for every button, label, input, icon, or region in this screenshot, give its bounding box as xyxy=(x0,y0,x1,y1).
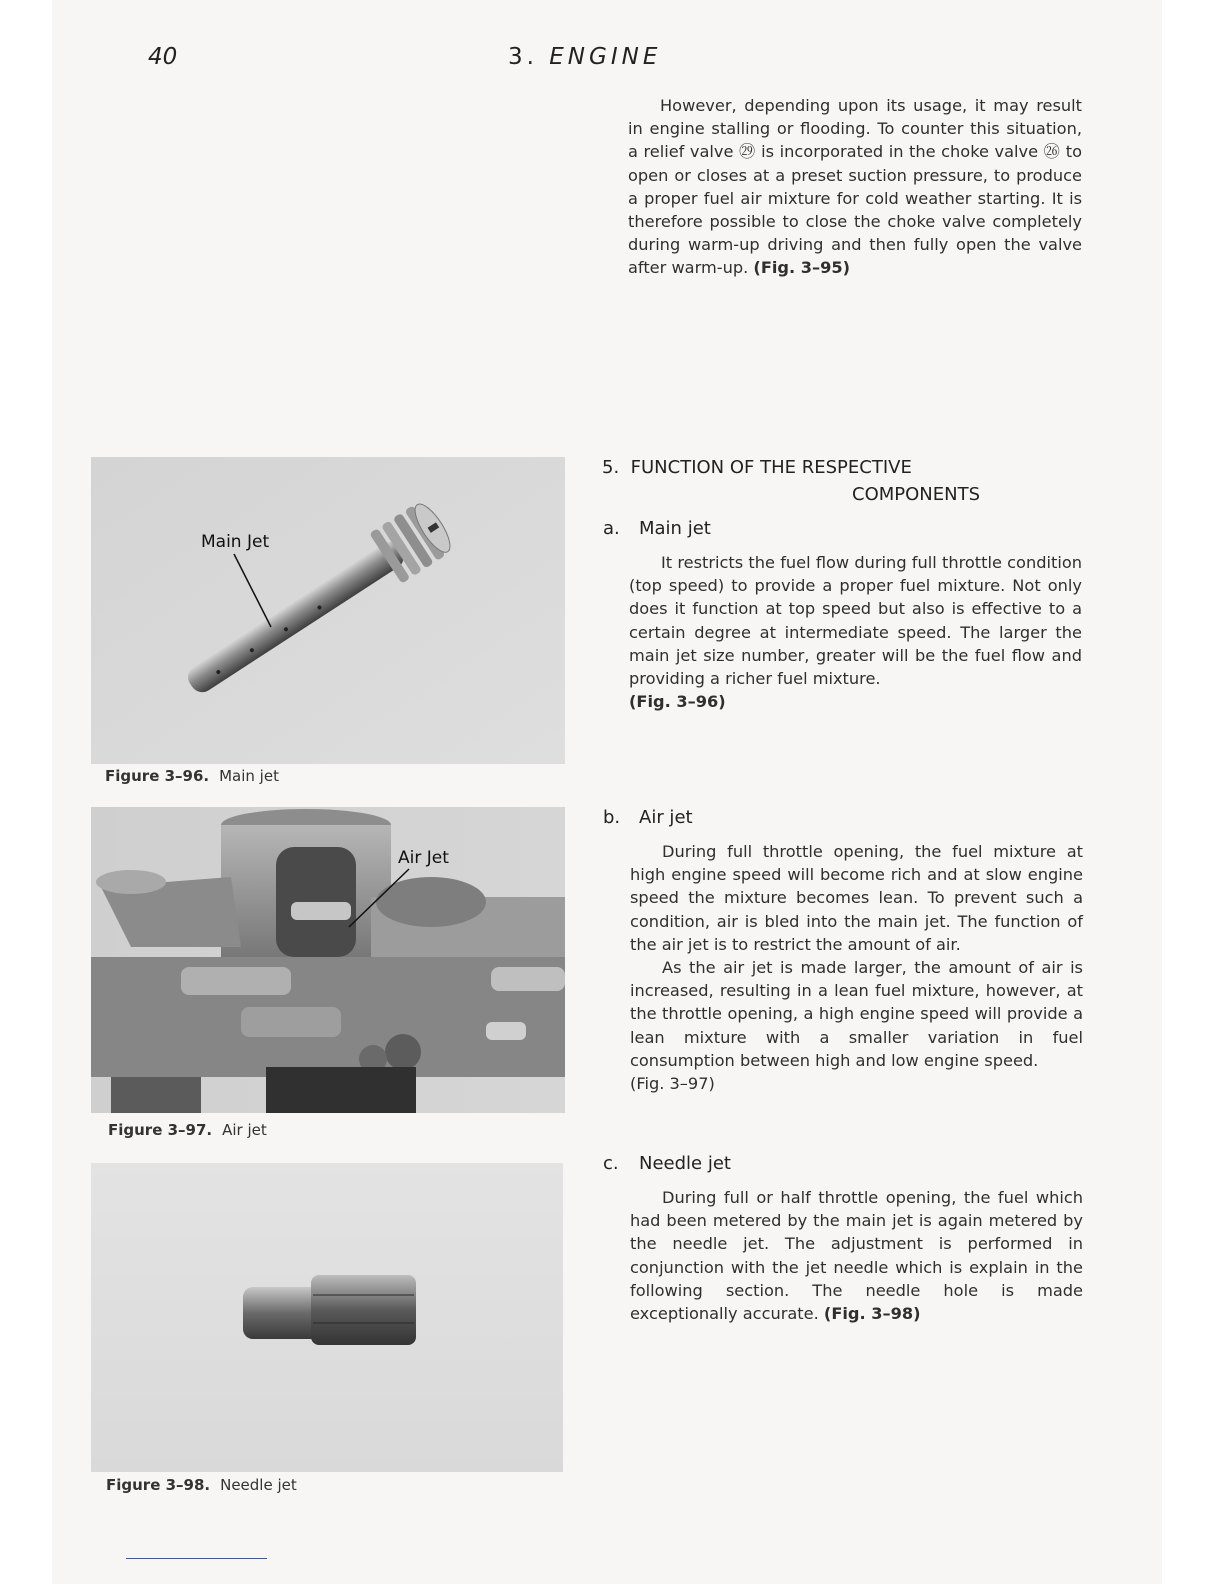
figure-needle-jet-photo xyxy=(91,1163,563,1472)
needle-jet-figref: (Fig. 3–98) xyxy=(823,1304,921,1324)
figure-air-jet-photo xyxy=(91,807,565,1113)
figure-air-jet-text: Air jet xyxy=(222,1121,267,1139)
footer-rule xyxy=(126,1558,267,1559)
figure-needle-jet-caption xyxy=(106,1476,297,1494)
figure-needle-jet-label: Figure 3–98. xyxy=(106,1476,211,1494)
figure-main-jet-text: Main jet xyxy=(219,767,279,785)
main-jet-figref: (Fig. 3–96) xyxy=(629,692,726,712)
main-jet-text: It restricts the fuel flow during full throttle condition (top speed) to provide a proper fuel mixture. Not only does it function at top speed but also is effective to a certain degree at intermediate speed. The larger the main jet size number, greater will be the fuel flow and providing a richer fuel mixture. xyxy=(629,553,1082,689)
needle-jet-heading xyxy=(603,1153,731,1174)
chapter-name: ENGINE xyxy=(549,44,662,70)
figure-main-jet-photo xyxy=(91,457,565,764)
intro-text: However, depending upon its usage, it may result in engine stalling or flooding. To counter this situation, a relief valve ㉙ is incorporated in the choke valve ㉖ to open or closes at a preset suction pressure, to produce a proper fuel air mixture for cold weather starting. It is therefore possible to close the choke valve completely during warm-up driving and then fully open the valve after warm-up. xyxy=(628,96,1082,278)
chapter-number: 3. xyxy=(508,44,538,70)
section-title-line1: FUNCTION OF THE RESPECTIVE xyxy=(630,457,912,478)
section-title-line2: COMPONENTS xyxy=(852,484,981,505)
intro-paragraph xyxy=(628,94,1082,280)
chapter-title xyxy=(508,44,661,70)
air-jet-paragraph xyxy=(630,840,1083,1095)
main-jet-letter: a. xyxy=(603,518,620,539)
needle-jet-letter: c. xyxy=(603,1153,619,1174)
page-number: 40 xyxy=(148,44,178,70)
air-jet-title: Air jet xyxy=(639,807,693,828)
needle-jet-title: Needle jet xyxy=(639,1153,731,1174)
intro-figref: (Fig. 3–95) xyxy=(753,258,851,278)
figure-main-jet-caption xyxy=(105,767,279,785)
air-jet-letter: b. xyxy=(603,807,621,828)
air-jet-text2: As the air jet is made larger, the amount of air is increased, resulting in a lean fuel mixture, however, at the throttle opening, a high engine speed will provide a lean mixture with a smaller variation in fuel consumption between high and low engine speed. xyxy=(630,958,1083,1070)
section-heading xyxy=(602,454,1002,508)
air-jet-figref: (Fig. 3–97) xyxy=(630,1074,715,1094)
main-jet-callout: Main Jet xyxy=(201,532,270,552)
air-jet-heading xyxy=(603,807,693,828)
needle-jet-text: During full or half throttle opening, the fuel which had been metered by the main jet is again metered by the needle jet. The adjustment is performed in conjunction with the jet needle which is explain in the following section. The needle hole is made exceptionally accurate. xyxy=(630,1188,1083,1324)
figure-needle-jet-text: Needle jet xyxy=(220,1476,297,1494)
air-jet-text1: During full throttle opening, the fuel mixture at high engine speed will become rich and at slow engine speed the mixture becomes lean. To prevent such a condition, air is bled into the main jet. The function of the air jet is to restrict the amount of air. xyxy=(630,842,1083,954)
figure-air-jet-caption xyxy=(108,1121,267,1139)
needle-jet-paragraph xyxy=(630,1186,1083,1325)
main-jet-heading xyxy=(603,518,711,539)
main-jet-title: Main jet xyxy=(639,518,711,539)
figure-main-jet-label: Figure 3–96. xyxy=(105,767,210,785)
main-jet-paragraph xyxy=(629,551,1082,713)
section-number: 5. xyxy=(602,457,620,478)
air-jet-callout: Air Jet xyxy=(398,848,449,868)
figure-air-jet-label: Figure 3–97. xyxy=(108,1121,213,1139)
